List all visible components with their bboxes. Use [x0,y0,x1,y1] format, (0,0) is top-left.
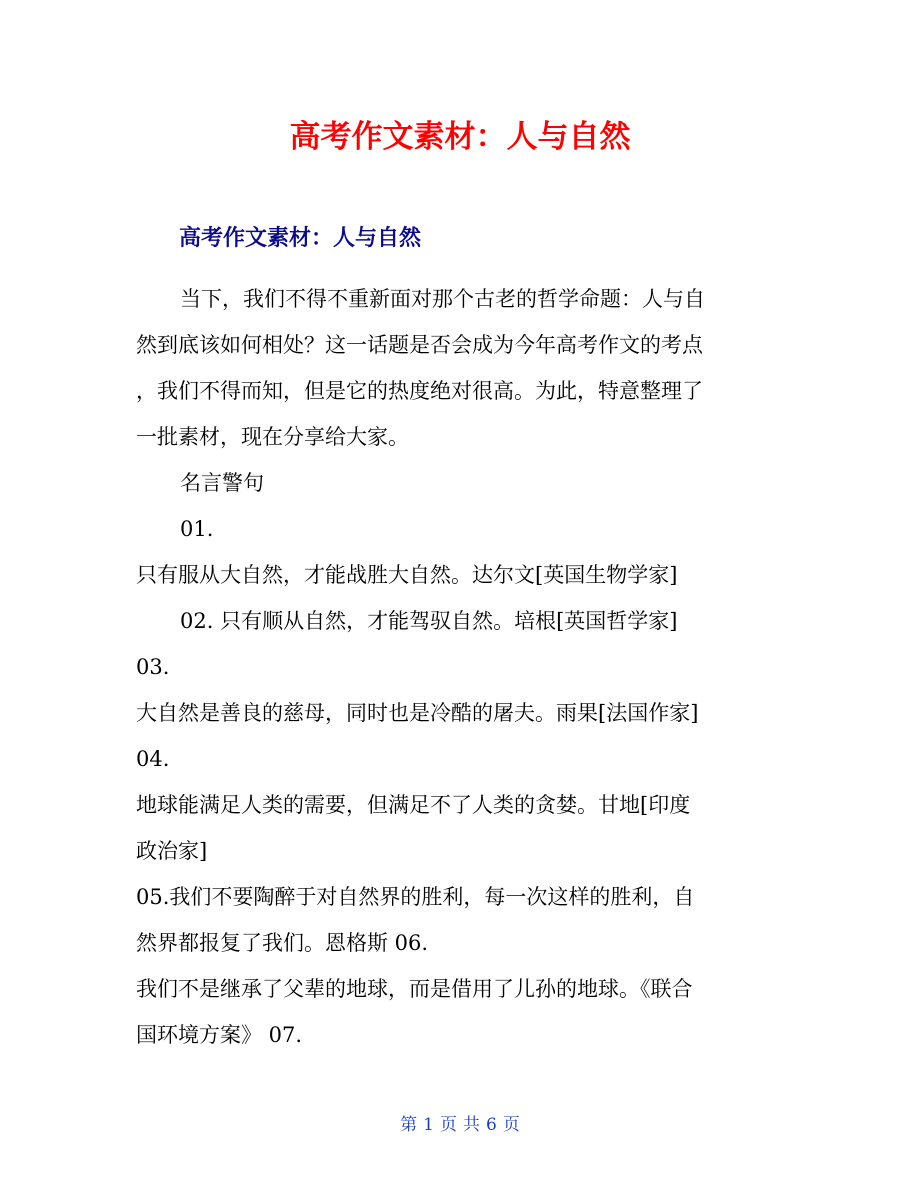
body-line: 然到底该如何相处？这一话题是否会成为今年高考作文的考点 [136,333,703,357]
body-line: 只有服从大自然，才能战胜大自然。达尔文[英国生物学家] [136,563,678,587]
footer-page-word: 页 [440,1115,457,1135]
body-line: 大自然是善良的慈母，同时也是冷酷的屠夫。雨果[法国作家] [136,701,699,725]
body-line: 03. [136,655,170,679]
body-line: 政治家] [136,839,208,863]
body-line: 地球能满足人类的需要，但满足不了人类的贪婪。甘地[印度 [136,793,691,817]
footer-total-pages: 6 [486,1115,497,1135]
body-line: 然界都报复了我们。恩格斯 06. [136,931,429,955]
body-line: 国环境方案》 07. [136,1023,303,1047]
body-line: 04. [136,747,170,771]
body-line: 02. 只有顺从自然，才能驾驭自然。培根[英国哲学家] [180,609,678,633]
page-footer [0,1112,920,1138]
body-line: 01. [180,517,214,541]
document-title: 高考作文素材：人与自然 [289,119,631,155]
body-line: 名言警句 [180,471,264,495]
document-body [136,276,786,1058]
body-line: 05.我们不要陶醉于对自然界的胜利，每一次这样的胜利，自 [136,885,695,909]
footer-total-word: 共 [463,1115,480,1135]
body-line: ，我们不得而知，但是它的热度绝对很高。为此，特意整理了 [136,379,703,403]
body-line: 我们不是继承了父辈的地球，而是借用了儿孙的地球。《联合 [136,977,693,1001]
body-line: 当下，我们不得不重新面对那个古老的哲学命题：人与自 [180,287,705,311]
footer-suffix: 页 [502,1115,520,1135]
footer-current-page: 1 [423,1115,434,1135]
footer-prefix: 第 [400,1115,418,1135]
body-line: 一批素材，现在分享给大家。 [136,425,409,449]
section-heading: 高考作文素材：人与自然 [179,226,422,251]
